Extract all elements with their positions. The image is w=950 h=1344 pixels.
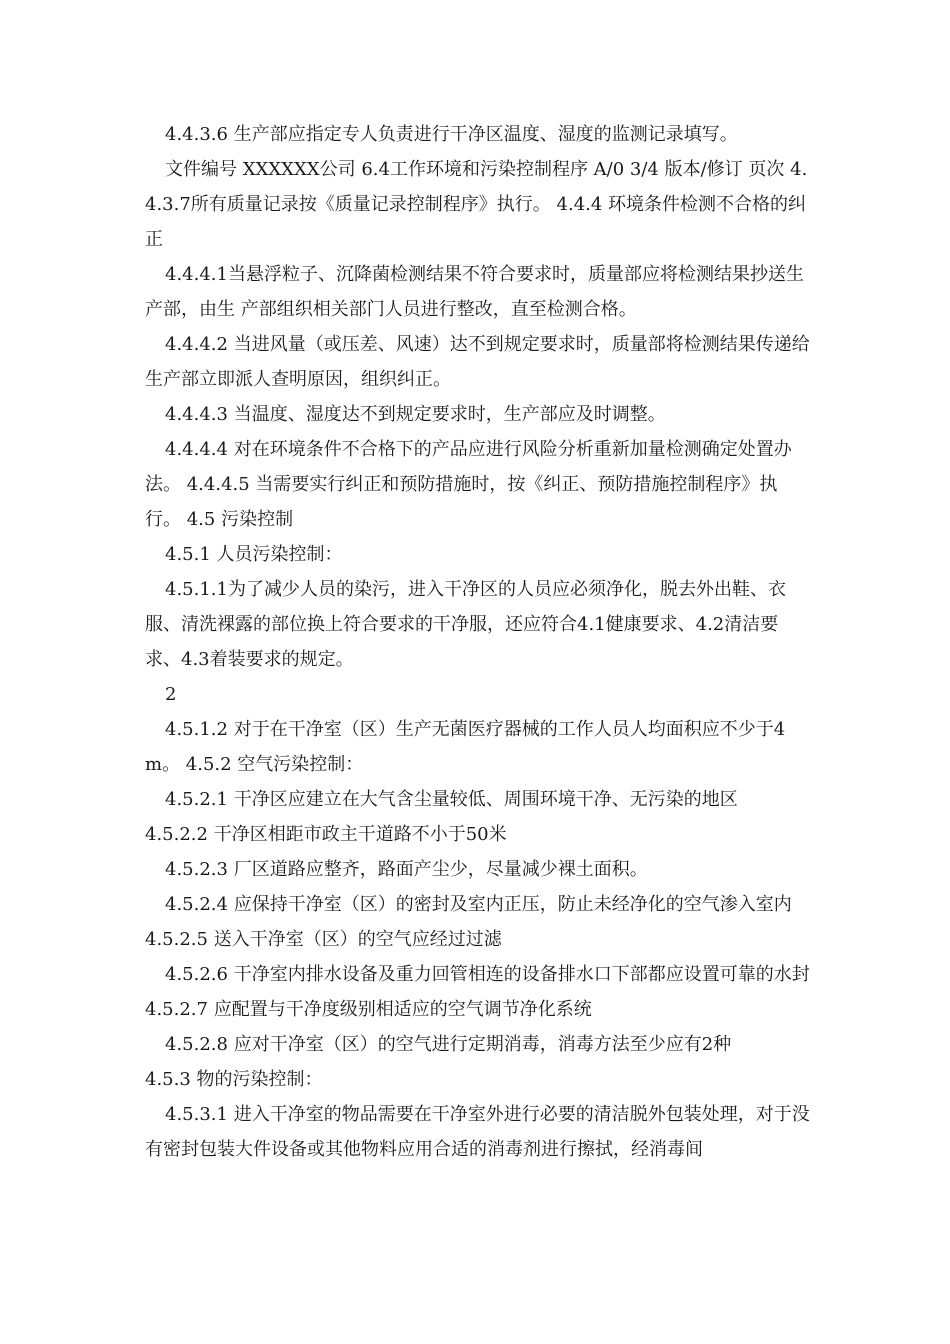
paragraph-4-5-2-3: 4.5.2.3 厂区道路应整齐，路面产尘少，尽量减少裸土面积。 <box>165 859 648 880</box>
paragraph-4-5-3: 4.5.3 物的污染控制： <box>145 1069 323 1090</box>
page-number: 2 <box>165 684 177 705</box>
paragraph-4-4-4-4: 4.4.4.4 对在环境条件不合格下的产品应进行风险分析重新加量检测确定处置办法。 4.4.4.5 当需要实行纠正和预防措施时，按《纠正、预防措施控制程序》执行。 4.5 污染控制 <box>145 439 792 530</box>
paragraph-4-4-4-3: 4.4.4.3 当温度、湿度达不到规定要求时，生产部应及时调整。 <box>165 404 666 425</box>
paragraph-document-header-4-4-3-7: 文件编号 XXXXXX公司 6.4工作环境和污染控制程序 A/0 3/4 版本/修订 页次 4.4.3.7所有质量记录按《质量记录控制程序》执行。 4.4.4 环境条件检测不合格的纠正 <box>145 159 808 250</box>
paragraph-4-4-3-6: 4.4.3.6 生产部应指定专人负责进行干净区温度、湿度的监测记录填写。 <box>165 124 738 145</box>
paragraph-4-5-3-1: 4.5.3.1 进入干净室的物品需要在干净室外进行必要的清洁脱外包装处理，对于没有密封包装大件设备或其他物料应用合适的消毒剂进行擦拭，经消毒间 <box>145 1104 810 1160</box>
paragraph-4-5-2-1: 4.5.2.1 干净区应建立在大气含尘量较低、周围环境干净、无污染的地区 <box>165 789 738 810</box>
paragraph-4-5-1: 4.5.1 人员污染控制： <box>165 544 343 565</box>
paragraph-4-5-1-1: 4.5.1.1为了减少人员的染污，进入干净区的人员应必须净化，脱去外出鞋、衣服、清洗裸露的部位换上符合要求的干净服，还应符合4.1健康要求、4.2清洁要求、4.3着装要求的规定。 <box>145 579 786 670</box>
paragraph-4-5-2-2: 4.5.2.2 干净区相距市政主干道路不小于50米 <box>145 824 507 845</box>
paragraph-4-5-2-8: 4.5.2.8 应对干净室（区）的空气进行定期消毒，消毒方法至少应有2种 <box>165 1034 732 1055</box>
paragraph-4-5-1-2: 4.5.1.2 对于在干净室（区）生产无菌医疗器械的工作人员人均面积应不少于4 m。 4.5.2 空气污染控制： <box>145 719 786 775</box>
paragraph-4-4-4-2: 4.4.4.2 当进风量（或压差、风速）达不到规定要求时，质量部将检测结果传递给生产部立即派人查明原因，组织纠正。 <box>145 334 810 390</box>
paragraph-4-5-2-6: 4.5.2.6 干净室内排水设备及重力回管相连的设备排水口下部都应设置可靠的水封 4.5.2.7 应配置与干净度级别相适应的空气调节净化系统 <box>145 964 810 1020</box>
paragraph-4-4-4-1: 4.4.4.1当悬浮粒子、沉降菌检测结果不符合要求时，质量部应将检测结果抄送生产部，由生 产部组织相关部门人员进行整改，直至检测合格。 <box>145 264 804 320</box>
paragraph-4-5-2-4: 4.5.2.4 应保持干净室（区）的密封及室内正压，防止未经净化的空气渗入室内 4.5.2.5 送入干净室（区）的空气应经过过滤 <box>145 894 792 950</box>
document-body <box>145 117 813 1167</box>
